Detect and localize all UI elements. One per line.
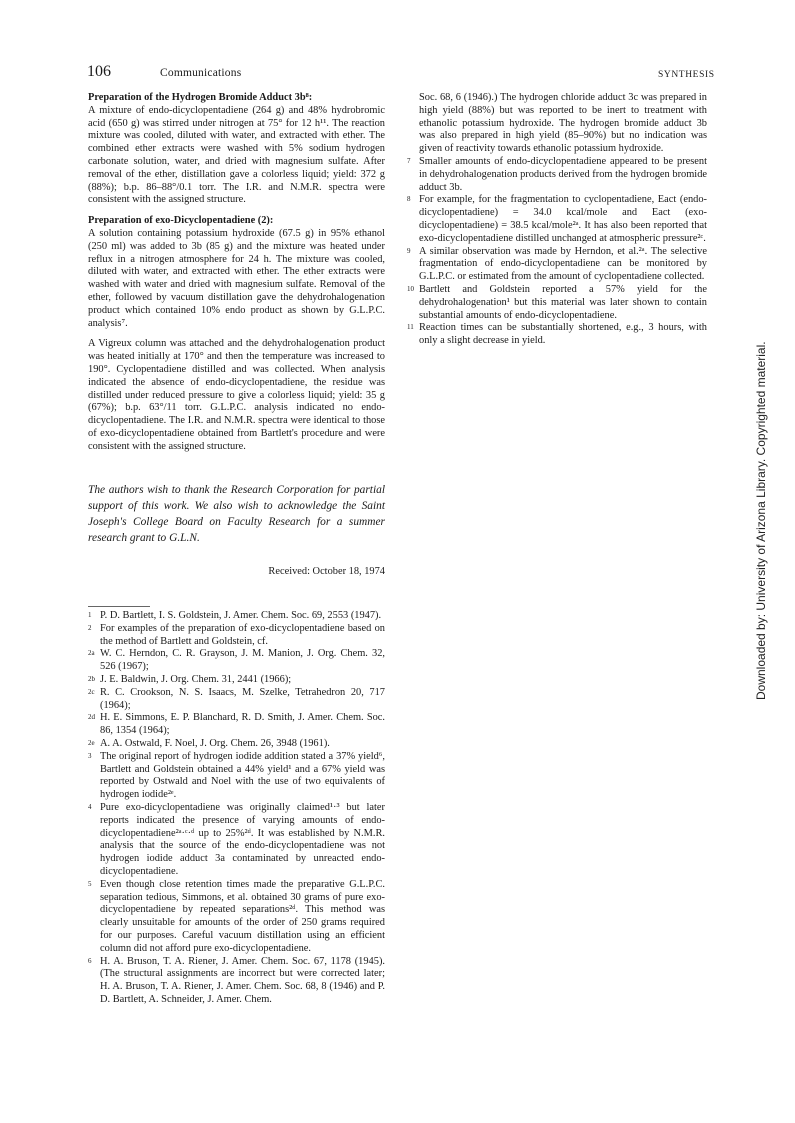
- paragraph-vigreux: A Vigreux column was attached and the dehydrohalogenation product was heated initially at 170° and then the temperature was increased to 190°. Cyclopentadiene distilled and was collected. When analysis indicated the absence of endo-dicyclopentadiene, the residue was distilled under reduced pressure to give a colorless liquid; yield: 35 g (67%); b.p. 63°/11 torr. G.L.P.C. analysis indicated no endo-dicyclopentadiene. The I.R. and N.M.R. spectra were identical to those of exo-dicyclopentadiene obtained from Bartlett's procedure and were consistent with the assigned structure.: [88, 338, 385, 452]
- paragraph-hbr-adduct: A mixture of endo-dicyclopentadiene (264 g) and 48% hydrobromic acid (650 g) was stirred under nitrogen at 75° for 12 h¹¹. The reaction mixture was cooled, diluted with water, and extracted with ether. The combined ether extracts were washed with 5% sodium hydrogen carbonate solution, water, and dried with magnesium sulfate. After removal of the ether, distillation gave a colorless liquid; yield: 372 g (88%); b.p. 86–88°/0.1 torr. The I.R. and N.M.R. spectra were consistent with the assigned structure.: [88, 104, 385, 206]
- footnote: 2c R. C. Crookson, N. S. Isaacs, M. Szelke, Tetrahedron 20, 717 (1964);: [88, 686, 385, 711]
- received-date: Received: October 18, 1974: [268, 565, 385, 577]
- footnote: 3 The original report of hydrogen iodide addition stated a 37% yield⁶, Bartlett and Goldstein obtained a 44% yield¹ and a 67% yield was reported by Ostwald and Noel with the use of two equivalents of hydrogen iodide²ᵉ.: [88, 750, 385, 801]
- footnote: 1 P. D. Bartlett, I. S. Goldstein, J. Amer. Chem. Soc. 69, 2553 (1947).: [88, 610, 382, 621]
- footnote: 4 Pure exo-dicyclopentadiene was originally claimed¹·³ but later reports indicated the presence of varying amounts of endo-dicyclopentadiene²ᵃ·ᶜ·ᵈ up to 25%²ᵈ. It was established by N.M.R. analysis that the source of the endo-dicyclopentadiene was not hydrogen iodide adduct 3a contaminated by unreacted endo-dicyclopentadiene.: [88, 801, 385, 877]
- footnote: 11 Reaction times can be substantially shortened, e.g., 3 hours, with only a slight decrease in yield.: [407, 322, 707, 347]
- section-label: Communications: [160, 67, 242, 79]
- left-column: [88, 92, 385, 589]
- footnote: 9 A similar observation was made by Herndon, et al.²ᵃ. The selective fragmentation of endo-dicyclopentadiene can be monitored by G.L.P.C. or estimated from the amount of cyclopentadiene collected.: [407, 245, 707, 283]
- acknowledgement: The authors wish to thank the Research Corporation for partial support of this work. We also wish to acknowledge the Saint Joseph's College Board on Faculty Research for a summer research grant to G.L.N.: [88, 483, 385, 544]
- footnote: 5 Even though close retention times made the preparative G.L.P.C. separation tedious, Simmons, et al. obtained 30 grams of pure exo-dicyclopentadiene by repeated separations²ᵈ. This method was clearly unsuitable for amounts of the order of 250 grams required for our purposes. Careful vacuum distillation using an efficient column did not afford pure exo-dicyclopentadiene.: [88, 878, 385, 954]
- footnote-rule: [88, 606, 150, 607]
- left-footnotes: [88, 610, 385, 1007]
- footnote: 10 Bartlett and Goldstein reported a 57% yield for the dehydrohalogenation¹ but this material was later shown to contain substantial amounts of endo-dicyclopentadiene.: [407, 283, 707, 321]
- download-watermark: Downloaded by: University of Arizona Library. Copyrighted material.: [754, 341, 768, 700]
- paragraph-exo-preparation: A solution containing potassium hydroxide (67.5 g) in 95% ethanol (250 ml) was added to 3b (85 g) and the mixture was heated under reflux in a nitrogen atmosphere for 24 h. The mixture was cooled, diluted with water, and extracted with ether. The ether extracts were washed with water and dried with magnesium sulfate. Removal of the ether, followed by vacuum distillation gave the dehydrohalogenation product which contained 10% endo product as shown by G.L.P.C. analysis⁷.: [88, 227, 385, 329]
- footnote: 7 Smaller amounts of endo-dicyclopentadiene appeared to be present in dehydrohalogenation products derived from the hydrogen bromide adduct 3b.: [407, 155, 707, 193]
- footnote: 2d H. E. Simmons, E. P. Blanchard, R. D. Smith, J. Amer. Chem. Soc. 86, 1354 (1964);: [88, 712, 385, 737]
- footnote-continued: Soc. 68, 6 (1946).) The hydrogen chloride adduct 3c was prepared in high yield (88%) but was reported to be inert to treatment with ethanolic potassium hydroxide. The hydrogen bromide adduct 3b was also prepared in high yield (85–90%) but no indication was given of reactivity towards ethanolic potassium hydroxide.: [419, 92, 707, 155]
- heading-hbr-adduct: Preparation of the Hydrogen Bromide Adduct 3b⁸:: [88, 92, 313, 103]
- page-number: 106: [87, 63, 111, 80]
- journal-name: SYNTHESIS: [658, 70, 715, 80]
- right-footnotes: [407, 92, 707, 348]
- footnote: 6 H. A. Bruson, T. A. Riener, J. Amer. Chem. Soc. 67, 1178 (1945). (The structural assignments are incorrect but were corrected later; H. A. Bruson, T. A. Riener, J. Amer. Chem. Soc. 68, 8 (1946) and P. D. Bartlett, A. Schneider, J. Amer. Chem.: [88, 955, 385, 1005]
- footnote: 2e A. A. Ostwald, F. Noel, J. Org. Chem. 26, 3948 (1961).: [88, 737, 330, 749]
- footnote: 2b J. E. Baldwin, J. Org. Chem. 31, 2441 (1966);: [88, 673, 292, 685]
- footnote: 8 For example, for the fragmentation to cyclopentadiene, Eact (endo-dicyclopentadiene) = 34.0 kcal/mole and Eact (exo-dicyclopentadiene) = 38.5 kcal/mole²ᵃ. It has also been reported that exo-dicyclopentadiene distilled unchanged at atmospheric pressure²ᶜ.: [407, 194, 707, 244]
- footnote: 2a W. C. Herndon, C. R. Grayson, J. M. Manion, J. Org. Chem. 32, 526 (1967);: [88, 648, 385, 673]
- footnote: 2 For examples of the preparation of exo-dicyclopentadiene based on the method of Bartlett and Goldstein, cf.: [88, 622, 385, 647]
- heading-exo-dicyclopentadiene: Preparation of exo-Dicyclopentadiene (2):: [88, 215, 274, 227]
